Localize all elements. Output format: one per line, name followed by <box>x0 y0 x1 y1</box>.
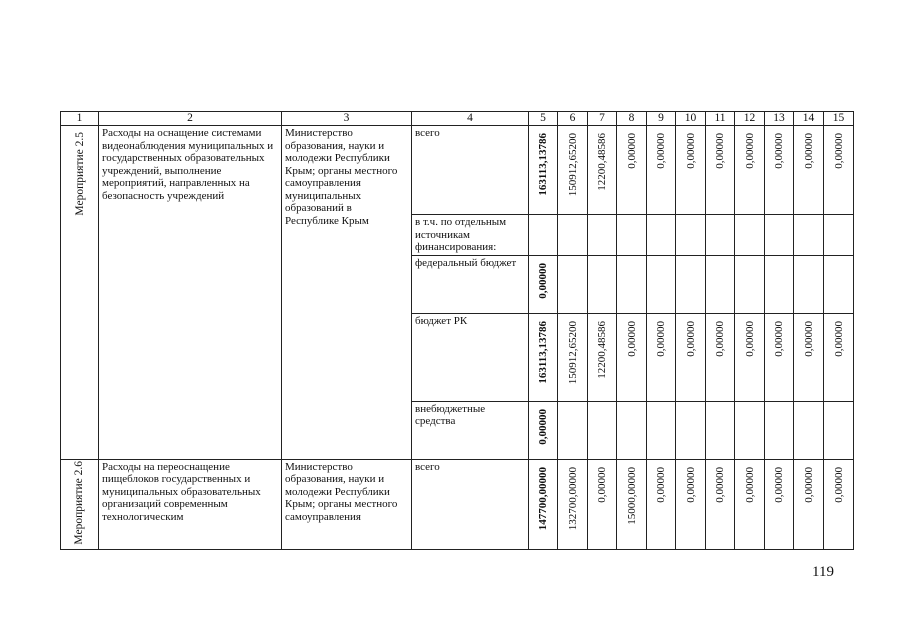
value-cell: 150912,65200 <box>566 133 579 197</box>
value-cell: 0,00000 <box>596 466 608 503</box>
value-cell: 0,00000 <box>832 320 845 357</box>
empty-cell <box>617 401 647 459</box>
funding-source: всего <box>412 459 529 549</box>
value-cell: 0,00000 <box>832 133 845 169</box>
measure-executor: Министерство образования, науки и молодежи Республики Крым; органы местного самоуправления <box>282 459 412 549</box>
empty-cell <box>647 215 676 256</box>
value-cell: 0,00000 <box>655 466 667 503</box>
empty-cell <box>706 255 735 313</box>
value-cell: 132700,00000 <box>566 466 579 530</box>
funding-source: федеральный бюджет <box>412 255 529 313</box>
value-cell: 0,00000 <box>655 320 667 357</box>
value-cell: 0,00000 <box>684 133 697 169</box>
value-cell: 0,00000 <box>773 133 785 169</box>
empty-cell <box>794 401 824 459</box>
value-cell: 163113,13786 <box>537 133 549 196</box>
col-header: 13 <box>765 112 794 126</box>
measure-label: Мероприятие 2.6 <box>73 460 85 545</box>
col-header: 6 <box>558 112 588 126</box>
measure-label-cell <box>61 126 99 460</box>
measure-description: Расходы на переоснащение пищеблоков государственных и муниципальных образовательных организаций современным технологическим <box>99 459 282 549</box>
empty-cell <box>647 255 676 313</box>
value-cell: 0,00000 <box>714 133 726 169</box>
empty-cell <box>588 255 617 313</box>
measure-label: Мероприятие 2.5 <box>73 132 86 216</box>
value-cell: 0,00000 <box>773 466 785 503</box>
value-cell: 0,00000 <box>773 320 785 357</box>
value-cell: 0,00000 <box>743 320 756 357</box>
value-cell: 0,00000 <box>832 466 845 503</box>
col-header: 10 <box>676 112 706 126</box>
col-header: 7 <box>588 112 617 126</box>
empty-cell <box>588 215 617 256</box>
measure-label-cell <box>61 459 99 549</box>
financing-table <box>60 111 854 550</box>
funding-source: бюджет РК <box>412 313 529 401</box>
empty-cell <box>765 401 794 459</box>
col-header: 14 <box>794 112 824 126</box>
empty-cell <box>765 255 794 313</box>
empty-cell <box>824 255 854 313</box>
empty-cell <box>558 215 588 256</box>
empty-cell <box>824 401 854 459</box>
value-cell: 0,00000 <box>537 408 549 445</box>
value-cell: 12200,48586 <box>596 320 608 379</box>
col-header: 12 <box>735 112 765 126</box>
measure-description: Расходы на оснащение системами видеонаблюдения муниципальных и государственных образовательных учреждений, выполнение мероприятий, направленных на безопасность учреждений <box>99 126 282 460</box>
funding-source: всего <box>412 126 529 215</box>
empty-cell <box>735 215 765 256</box>
col-header: 2 <box>99 112 282 126</box>
value-cell: 0,00000 <box>684 466 697 503</box>
empty-cell <box>588 401 617 459</box>
table-row <box>61 126 854 215</box>
empty-cell <box>676 215 706 256</box>
value-cell: 0,00000 <box>743 133 756 169</box>
empty-cell <box>529 215 558 256</box>
value-cell: 15000,00000 <box>625 466 638 525</box>
header-row <box>61 112 854 126</box>
col-header: 5 <box>529 112 558 126</box>
empty-cell <box>558 255 588 313</box>
empty-cell <box>794 255 824 313</box>
empty-cell <box>676 401 706 459</box>
table-row <box>61 459 854 549</box>
empty-cell <box>794 215 824 256</box>
empty-cell <box>824 215 854 256</box>
value-cell: 147700,00000 <box>537 466 549 530</box>
funding-source: внебюджетные средства <box>412 401 529 459</box>
value-cell: 0,00000 <box>743 466 756 503</box>
value-cell: 12200,48586 <box>596 133 608 191</box>
value-cell: 0,00000 <box>714 466 726 503</box>
empty-cell <box>765 215 794 256</box>
value-cell: 163113,13786 <box>537 320 549 384</box>
value-cell: 0,00000 <box>684 320 697 357</box>
empty-cell <box>617 215 647 256</box>
col-header: 15 <box>824 112 854 126</box>
value-cell: 0,00000 <box>802 466 815 503</box>
value-cell: 0,00000 <box>655 133 667 169</box>
page-number: 119 <box>812 564 834 580</box>
col-header: 11 <box>706 112 735 126</box>
value-cell: 0,00000 <box>802 320 815 357</box>
empty-cell <box>706 401 735 459</box>
value-cell: 0,00000 <box>537 262 549 299</box>
empty-cell <box>735 401 765 459</box>
empty-cell <box>735 255 765 313</box>
col-header: 1 <box>61 112 99 126</box>
value-cell: 0,00000 <box>802 133 815 169</box>
col-header: 3 <box>282 112 412 126</box>
measure-executor: Министерство образования, науки и молодежи Республики Крым; органы местного самоуправления муниципальных образований в Республике Крым <box>282 126 412 460</box>
col-header: 9 <box>647 112 676 126</box>
value-cell: 150912,65200 <box>566 320 579 384</box>
value-cell: 0,00000 <box>714 320 726 357</box>
col-header: 8 <box>617 112 647 126</box>
value-cell: 0,00000 <box>625 320 638 357</box>
empty-cell <box>647 401 676 459</box>
value-cell: 0,00000 <box>625 133 638 169</box>
empty-cell <box>676 255 706 313</box>
empty-cell <box>706 215 735 256</box>
empty-cell <box>558 401 588 459</box>
empty-cell <box>617 255 647 313</box>
col-header: 4 <box>412 112 529 126</box>
funding-source: в т.ч. по отдельным источникам финансирования: <box>412 215 529 256</box>
